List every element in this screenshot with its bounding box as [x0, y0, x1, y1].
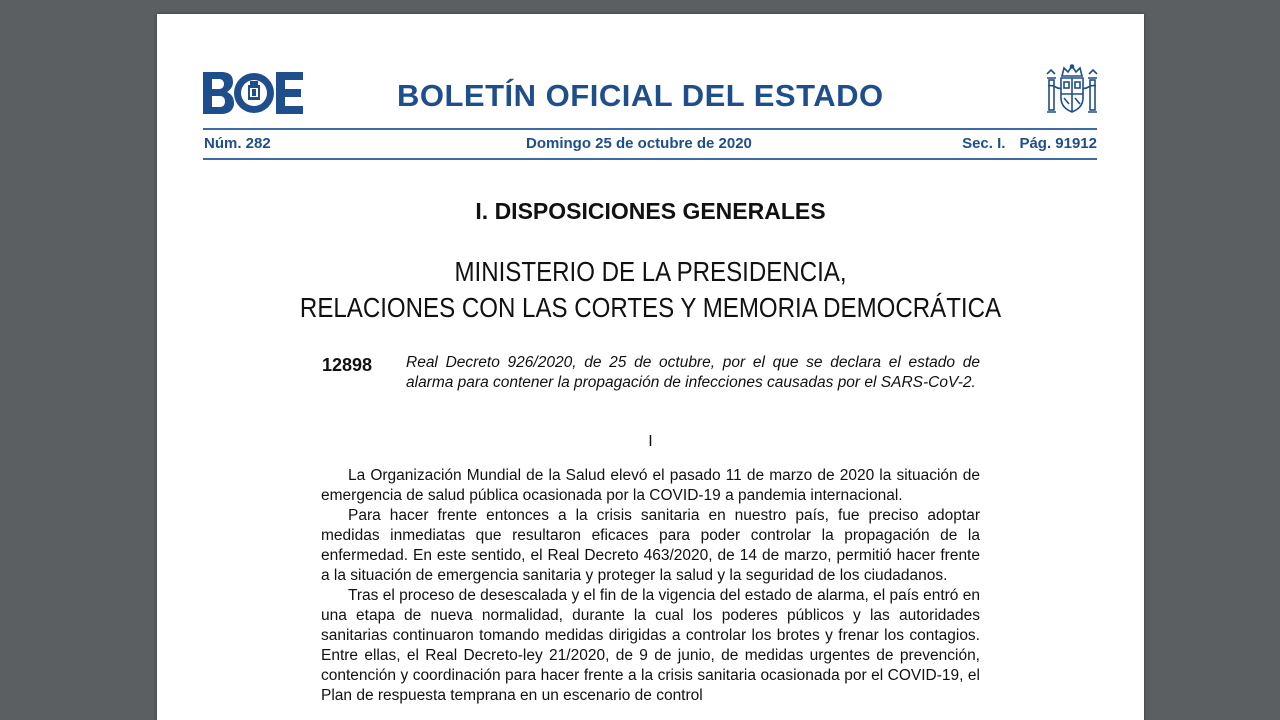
chapter-numeral: I — [648, 433, 653, 450]
section-label: Sec. I. — [962, 135, 1006, 152]
issue-number: Núm. 282 — [204, 135, 271, 152]
section-heading: I. DISPOSICIONES GENERALES — [475, 198, 826, 224]
ministry-heading — [226, 254, 1075, 326]
paragraph: Para hacer frente entonces a la crisis sanitaria en nuestro país, fue preciso adoptar medidas inmediatas que resultaron eficaces para poder controlar la propagación de la enfermedad. En este sentido, el Real Decreto 463/2020, de 14 de marzo, permitió hacer frente a la situación de emergencia sanitaria y proteger la salud y la seguridad de los ciudadanos. — [321, 507, 980, 584]
disposition-number: 12898 — [322, 355, 373, 375]
page-number: Pág. 91912 — [1019, 135, 1097, 152]
bulletin-title: BOLETÍN OFICIAL DEL ESTADO — [397, 78, 884, 113]
paragraph: Tras el proceso de desescalada y el fin de la vigencia del estado de alarma, el país entró en una etapa de nueva normalidad, durante la cual los poderes públicos y las autoridades sanitarias continuaron tomando medidas dirigidas a controlar los brotes y frenar los contagios. Entre ellas, el Real Decreto-ley 21/2020, de 9 de junio, de medidas urgentes de prevención, contención y coordinación para hacer frente a la crisis sanitaria ocasionada por el COVID-19, el Plan de respuesta temprana en un escenario de control — [321, 587, 980, 704]
section-page-info — [962, 135, 1097, 152]
document-page — [157, 14, 1144, 720]
disposition-title: Real Decreto 926/2020, de 25 de octubre, por el que se declara el estado de alarma para contener la propagación de infecciones causadas por el SARS-CoV-2. — [406, 354, 980, 391]
issue-date: Domingo 25 de octubre de 2020 — [526, 135, 752, 152]
body-text — [321, 466, 980, 706]
paragraph: La Organización Mundial de la Salud elevó el pasado 11 de marzo de 2020 la situación de emergencia de salud pública ocasionada por la COVID-19 a pandemia internacional. — [321, 467, 980, 504]
boe-logo — [203, 72, 303, 114]
ministry-line-2: RELACIONES CON LAS CORTES Y MEMORIA DEMOCRÁTICA — [299, 292, 1002, 323]
header-rule-bottom — [203, 158, 1097, 160]
coat-of-arms-icon — [1045, 64, 1099, 120]
ministry-line-1: MINISTERIO DE LA PRESIDENCIA, — [454, 256, 847, 287]
header-rule-top — [203, 128, 1097, 130]
